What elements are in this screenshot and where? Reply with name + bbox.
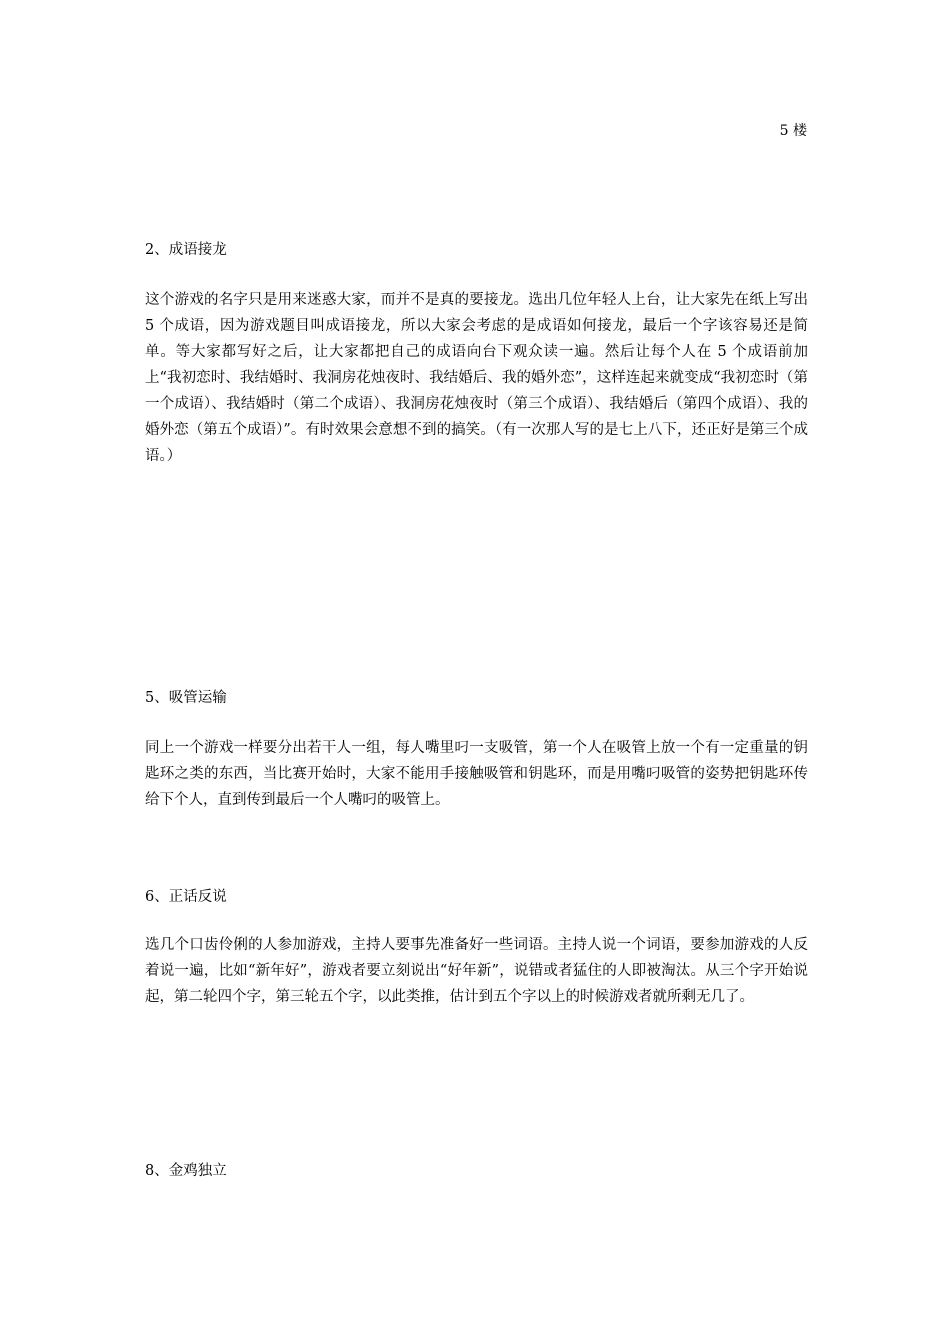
- section-heading-straw-transport: 5、吸管运输: [145, 690, 227, 706]
- section-heading-reverse-words: 6、正话反说: [145, 889, 227, 905]
- section-body-straw-transport: 同上一个游戏一样要分出若干人一组，每人嘴里叼一支吸管，第一个人在吸管上放一个有一定重量的钥匙环之类的东西，当比赛开始时，大家不能用手接触吸管和钥匙环，而是用嘴叼吸管的姿势把钥匙环传给下个人，直到传到最后一个人嘴叼的吸管上。: [145, 740, 808, 808]
- page-label: 5 楼: [779, 123, 807, 139]
- section-heading-golden-rooster: 8、金鸡独立: [145, 1163, 227, 1179]
- section-heading-idiom-chain: 2、成语接龙: [145, 242, 227, 258]
- section-body-idiom-chain: 这个游戏的名字只是用来迷惑大家，而并不是真的要接龙。选出几位年轻人上台，让大家先在纸上写出 5 个成语，因为游戏题目叫成语接龙，所以大家会考虑的是成语如何接龙，最后一个字该容易还是简单。等大家都写好之后，让大家都把自己的成语向台下观众读一遍。然后让每个人在 5 个成语前加上“我初恋时、我结婚时、我洞房花烛夜时、我结婚后、我的婚外恋”，这样连起来就变成“我初恋时（第一个成语）、我结婚时（第二个成语）、我洞房花烛夜时（第三个成语）、我结婚后（第四个成语）、我的婚外恋（第五个成语）”。有时效果会意想不到的搞笑。（有一次那人写的是七上八下，还正好是第三个成语。）: [145, 292, 808, 464]
- section-body-reverse-words: 选几个口齿伶俐的人参加游戏，主持人要事先准备好一些词语。主持人说一个词语，要参加游戏的人反着说一遍，比如“新年好”，游戏者要立刻说出“好年新”，说错或者猛住的人即被淘汰。从三个字开始说起，第二轮四个字，第三轮五个字，以此类推，估计到五个字以上的时候游戏者就所剩无几了。: [145, 937, 808, 1005]
